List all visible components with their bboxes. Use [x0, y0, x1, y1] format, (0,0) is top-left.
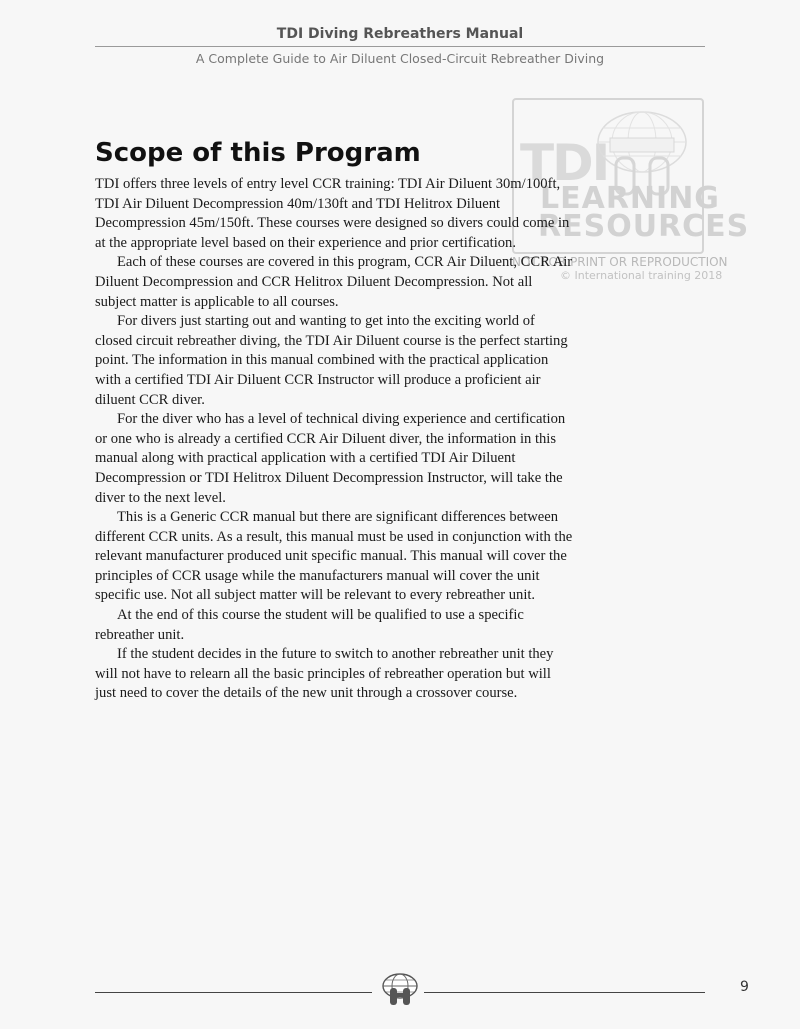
- main-content: [95, 135, 575, 704]
- paragraph: For the diver who has a level of technical diving experience and certification or one who is already a certified CCR Air Diluent diver, the information in this manual along with practical application with a certified TDI Air Diluent Decompression or TDI Helitrox Diluent Decompression Instructor, will take the diver to the next level.: [95, 411, 566, 506]
- footer-rule-left: [95, 992, 372, 993]
- paragraph: At the end of this course the student will be qualified to use a specific rebreather unit.: [95, 607, 524, 643]
- paragraph: If the student decides in the future to switch to another rebreather unit they will not have to relearn all the basic principles of rebreather operation but will just need to cover the details of the new unit through a crossover course.: [95, 646, 554, 702]
- footer-rule-right: [424, 992, 705, 993]
- page-number: 9: [740, 979, 749, 995]
- watermark-line2: RESOURCES: [538, 209, 750, 244]
- watermark-brand: TDI: [520, 134, 609, 192]
- running-header-subtitle: A Complete Guide to Air Diluent Closed-Circuit Rebreather Diving: [195, 51, 605, 66]
- watermark-line1: LEARNING: [540, 181, 720, 216]
- paragraph: Each of these courses are covered in this program, CCR Air Diluent, CCR Air Diluent Decompression and CCR Helitrox Diluent Decompression. Not all subject matter is applicable to all courses.: [95, 254, 573, 310]
- paragraph: For divers just starting out and wanting to get into the exciting world of closed circuit rebreather diving, the TDI Air Diluent course is the perfect starting point. The information in this manual combined with the practical application with a certified TDI Air Diluent CCR Instructor will produce a proficient air diluent CCR diver.: [95, 313, 568, 408]
- watermark-notice: NOT FOR PRINT OR REPRODUCTION: [512, 255, 728, 269]
- tdi-globe-logo-icon: [381, 972, 419, 1006]
- section-title: Scope of this Program: [95, 138, 421, 168]
- watermark-copyright: © International training 2018: [560, 269, 723, 282]
- header-rule: [95, 46, 705, 47]
- paragraph: This is a Generic CCR manual but there are significant differences between different CCR units. As a result, this manual must be used in conjunction with the relevant manufacturer produced unit specific manual. This manual will cover the principles of CCR usage while the manufacturers manual will cover the unit specific use. Not all subject matter will be relevant to every rebreather unit.: [95, 509, 573, 604]
- running-header-title: TDI Diving Rebreathers Manual: [276, 26, 524, 42]
- paragraph: TDI offers three levels of entry level CCR training: TDI Air Diluent 30m/100ft, TDI Air Diluent Decompression 40m/130ft and TDI Helitrox Diluent Decompression 45m/150ft. These courses were designed so divers could come in at the appropriate level based on their experience and prior certification.: [95, 176, 570, 251]
